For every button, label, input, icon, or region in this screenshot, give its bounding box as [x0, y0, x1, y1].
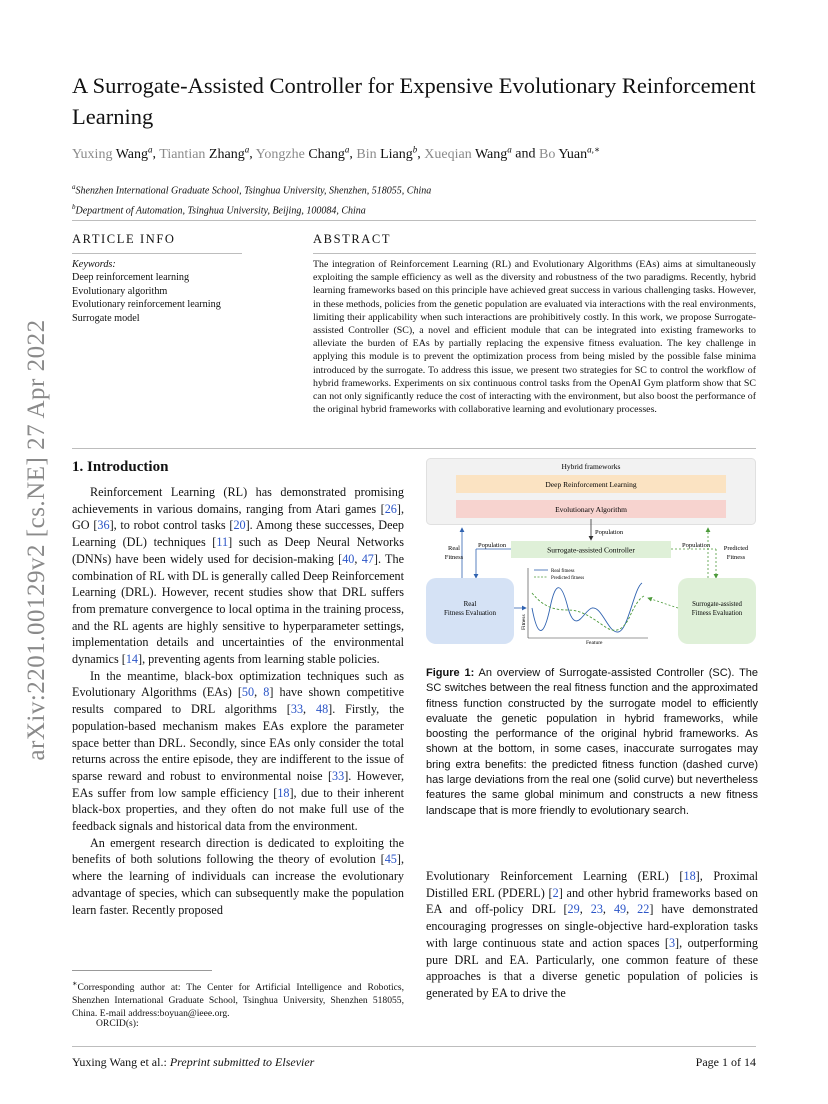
citation-link[interactable]: 14	[125, 652, 139, 667]
left-column-text	[72, 484, 404, 918]
footnote-rule	[72, 970, 212, 971]
author-family-name: Wang	[474, 146, 508, 162]
citation-link[interactable]: 23	[590, 902, 603, 917]
citation-link[interactable]: 3	[668, 935, 676, 950]
author-name	[424, 144, 512, 162]
citation-link[interactable]: 47	[361, 551, 374, 566]
divider-bottom	[72, 448, 756, 449]
plot-y-label: Fitness	[521, 614, 527, 630]
author-family-name: Yuan	[558, 146, 588, 162]
predicted-fitness-label: Predicted Fitness	[723, 545, 749, 561]
article-info-rule	[72, 253, 242, 254]
population-top-label: Population	[595, 529, 624, 536]
drl-label: Deep Reinforcement Learning	[545, 480, 637, 489]
keywords-label: Keywords:	[72, 259, 116, 270]
affiliation-line	[72, 179, 431, 199]
citation-link[interactable]: 8	[263, 685, 270, 700]
divider-top	[72, 220, 756, 221]
citation-link[interactable]: 49	[613, 902, 627, 917]
real-fitness-evaluation-label: Real Fitness Evaluation	[444, 600, 496, 617]
citation-link[interactable]: 33	[290, 702, 304, 717]
author-family-name: Zhang	[208, 146, 245, 162]
legend-pred-label: Predicted fitness	[551, 576, 585, 581]
sc-label: Surrogate-assisted Controller	[547, 545, 635, 555]
author-name	[255, 144, 350, 162]
author-name	[538, 144, 600, 162]
population-right-label: Population	[682, 542, 711, 549]
ea-label: Evolutionary Algorithm	[555, 505, 627, 514]
author-affiliation-mark: a	[148, 144, 153, 154]
author-affiliation-mark: a,∗	[587, 144, 600, 154]
author-name	[72, 144, 153, 162]
author-affiliation-mark: b	[412, 144, 418, 154]
citation-link[interactable]: 26	[384, 501, 397, 516]
footnote-text: Corresponding author at: The Center for Artificial Intelligence and Robotics, Shenzhen International Graduate School, Tsinghua University, Shenzhen 518055, China. E-mail address:boyuan@ieee.org.	[72, 982, 404, 1020]
keywords-block	[72, 258, 221, 325]
footnote	[72, 977, 404, 1020]
author-affiliation-mark: a	[507, 144, 512, 154]
author-family-name: Wang	[115, 146, 149, 162]
author-family-name: Chang	[308, 146, 345, 162]
arxiv-identifier: arXiv:2201.00129v2 [cs.NE] 27 Apr 2022	[23, 319, 50, 761]
abstract-text: The integration of Reinforcement Learning (RL) and Evolutionary Algorithms (EAs) aims at simultaneously exploiting the sample efficiency as well as the diversity and robustness of the two paradigms. Recently, hybrid learning frameworks based on this principle have achieved great success in various challenging tasks. However, in these methods, policies from the genetic population are evaluated via interactions with the real environments, limiting their applicability when such interactions are prohibitively costly. In this work, we propose Surrogate-assisted Controller (SC), a novel and efficient module that can be integrated into existing frameworks to alleviate the burden of EAs by partially replacing the expensive fitness evaluation. The key challenge in applying this module is to prevent the optimization process from being misled by the possible false minima introduced by the surrogate. To address this issue, we present two strategies for SC to control the workflow of hybrid frameworks. Experiments on six continuous control tasks from the OpenAI Gym platform show that SC can not only significantly reduce the cost of interacting with the environment, but also boost the performance of the original hybrid frameworks with collaborative learning and evolutionary processes.	[313, 259, 756, 416]
author-and: and	[515, 146, 536, 162]
hybrid-frameworks-label: Hybrid frameworks	[561, 462, 621, 471]
citation-link[interactable]: 48	[315, 702, 329, 717]
author-list: Yuxing Wang$^a$, Tiantian Zhang$^a$, Yongzhe Chang$^a$, Bin Liang$^b$, Xueqian Wang$^a$ and Bo Yuan$^{a,∗}$	[72, 144, 600, 162]
author-family-name: Liang	[380, 146, 413, 162]
citation-link[interactable]: 11	[216, 535, 229, 550]
citation-link[interactable]: 20	[233, 518, 246, 533]
legend-real-label: Real fitness	[551, 569, 575, 574]
citation-link[interactable]: 40	[342, 551, 355, 566]
figure-1-caption	[426, 666, 758, 819]
keyword-item: Evolutionary reinforcement learning	[72, 299, 221, 311]
arxiv-side-stamp	[22, 300, 52, 780]
intro-paragraph-right: Evolutionary Reinforcement Learning (ERL) [18], Proximal Distilled ERL (PDERL) [2] and other hybrid frameworks based on EA and off-policy DRL [29, 23, 49, 22] have demonstrated encouraging progresses on single-objective hard-exploration tasks with large continuous state and action spaces [3], outperforming pure DRL and EA. Particularly, one common feature of these approaches is that a diverse genetic population of policies is generated by EA to drive the	[426, 869, 759, 1000]
abstract-heading: ABSTRACT	[313, 232, 392, 246]
right-column-text	[426, 868, 758, 1002]
affiliation-text: Shenzhen International Graduate School, Tsinghua University, Shenzhen, 518055, China	[75, 185, 432, 197]
footer-rule	[72, 1046, 756, 1047]
citation-link[interactable]: 18	[277, 785, 290, 800]
figure-1-diagram	[426, 458, 756, 646]
keyword-item: Deep reinforcement learning	[72, 272, 190, 284]
footer-left	[72, 1055, 314, 1070]
caption-label: Figure 1:	[426, 667, 475, 679]
affiliation-mark: b	[72, 203, 76, 212]
citation-link[interactable]: 2	[552, 885, 559, 900]
footer-author: Yuxing Wang et al.:	[72, 1055, 167, 1069]
caption-text: An overview of Surrogate-assisted Controller (SC). The SC switches between the real fitness function and the approximated fitness function constructed by the surrogate model to efficiently evaluate the genetic population in hybrid frameworks, while boosting the performance of the original hybrid frameworks. As shown at the bottom, in some cases, inaccurate surrogates may bring extra benefits: the predicted fitness function (dashed curve) has large deviations from the real one (solid curve) but nevertheless features the same global minimum and constructs a new fitness landscape that is more friendly to evolutionary search.	[426, 667, 759, 817]
author-name	[159, 144, 250, 162]
intro-paragraph-2: In the meantime, black-box optimization techniques such as Evolutionary Algorithms (EAs) [50, 8] have shown competitive results compared to DRL algorithms [33, 48]. Firstly, the population-based mechanism makes EAs explore the parameter space better than DRL. Secondly, since EAs only consider the total returns across the entire episode, they are indifferent to the issue of sparse reward and robust to environmental noise [33]. However, EAs suffer from low sample efficiency [18], due to their inherent black-box properties, and they often do not make full use of the feedback signals and historical data from the environment.	[72, 668, 404, 834]
keyword-item: Evolutionary algorithm	[72, 285, 168, 297]
plot-x-label: Feature	[586, 640, 603, 646]
affiliations	[72, 179, 431, 220]
real-fitness-label: Real Fitness	[444, 545, 464, 561]
affiliation-text: Department of Automation, Tsinghua University, Beijing, 100084, China	[75, 205, 366, 217]
section-heading-introduction: 1. Introduction	[72, 459, 169, 475]
citation-link[interactable]: 33	[332, 768, 345, 783]
surrogate-fitness-evaluation-label: Surrogate-assisted Fitness Evaluation	[691, 601, 743, 617]
citation-link[interactable]: 45	[384, 852, 397, 867]
citation-link[interactable]: 22	[637, 902, 650, 917]
author-affiliation-mark: a	[344, 144, 350, 154]
author-given-name: Bo	[538, 146, 559, 162]
author-given-name: Bin	[356, 146, 381, 162]
affiliation-mark: a	[72, 183, 76, 191]
citation-link[interactable]: 18	[683, 869, 696, 883]
orcid-label: ORCID(s):	[96, 1018, 139, 1029]
author-given-name: Yuxing	[72, 146, 116, 162]
citation-link[interactable]: 50	[241, 685, 255, 700]
intro-paragraph-1: Reinforcement Learning (RL) has demonstrated promising achievements in various domains, ranging from Atari games [26], GO [36], to robot control tasks [20]. Among these successes, Deep Learning (DL) techniques [11] such as Deep Neural Networks (DNNs) have been widely used for decision-making [40, 47]. The combination of RL with DL is generally called Deep Reinforcement Learning (DRL). However, recent studies show that DRL suffers from premature convergence to local optima in the training process, and the RL agents are highly sensitive to hyperparameter settings, implementation details and uncertainties of the environmental dynamics [14], preventing agents from learning stable policies.	[72, 485, 405, 667]
author-given-name: Yongzhe	[255, 146, 309, 162]
keyword-item: Surrogate model	[72, 312, 140, 324]
author-name	[356, 144, 418, 162]
author-given-name: Tiantian	[159, 146, 209, 162]
article-info-heading: ARTICLE INFO	[72, 232, 176, 246]
intro-paragraph-3: An emergent research direction is dedicated to exploiting the benefits of both solutions following the theory of evolution [45], where the learning of individuals can increase the evolutionary advantage of species, which can subsequently make the population learn faster. Recently proposed	[72, 835, 404, 917]
author-affiliation-mark: a	[244, 144, 250, 154]
author-given-name: Xueqian	[424, 146, 475, 162]
paper-title: A Surrogate-Assisted Controller for Expensive Evolutionary Reinforcement Learning	[72, 73, 756, 129]
citation-link[interactable]: 36	[97, 518, 110, 533]
footnote-mark: ∗	[72, 979, 78, 988]
footer-preprint: Preprint submitted to Elsevier	[169, 1055, 315, 1069]
page-number: Page 1 of 14	[695, 1055, 756, 1069]
citation-link[interactable]: 29	[567, 902, 580, 917]
abstract-rule	[313, 253, 756, 254]
affiliation-line	[72, 199, 431, 219]
population-left-label: Population	[478, 542, 507, 549]
